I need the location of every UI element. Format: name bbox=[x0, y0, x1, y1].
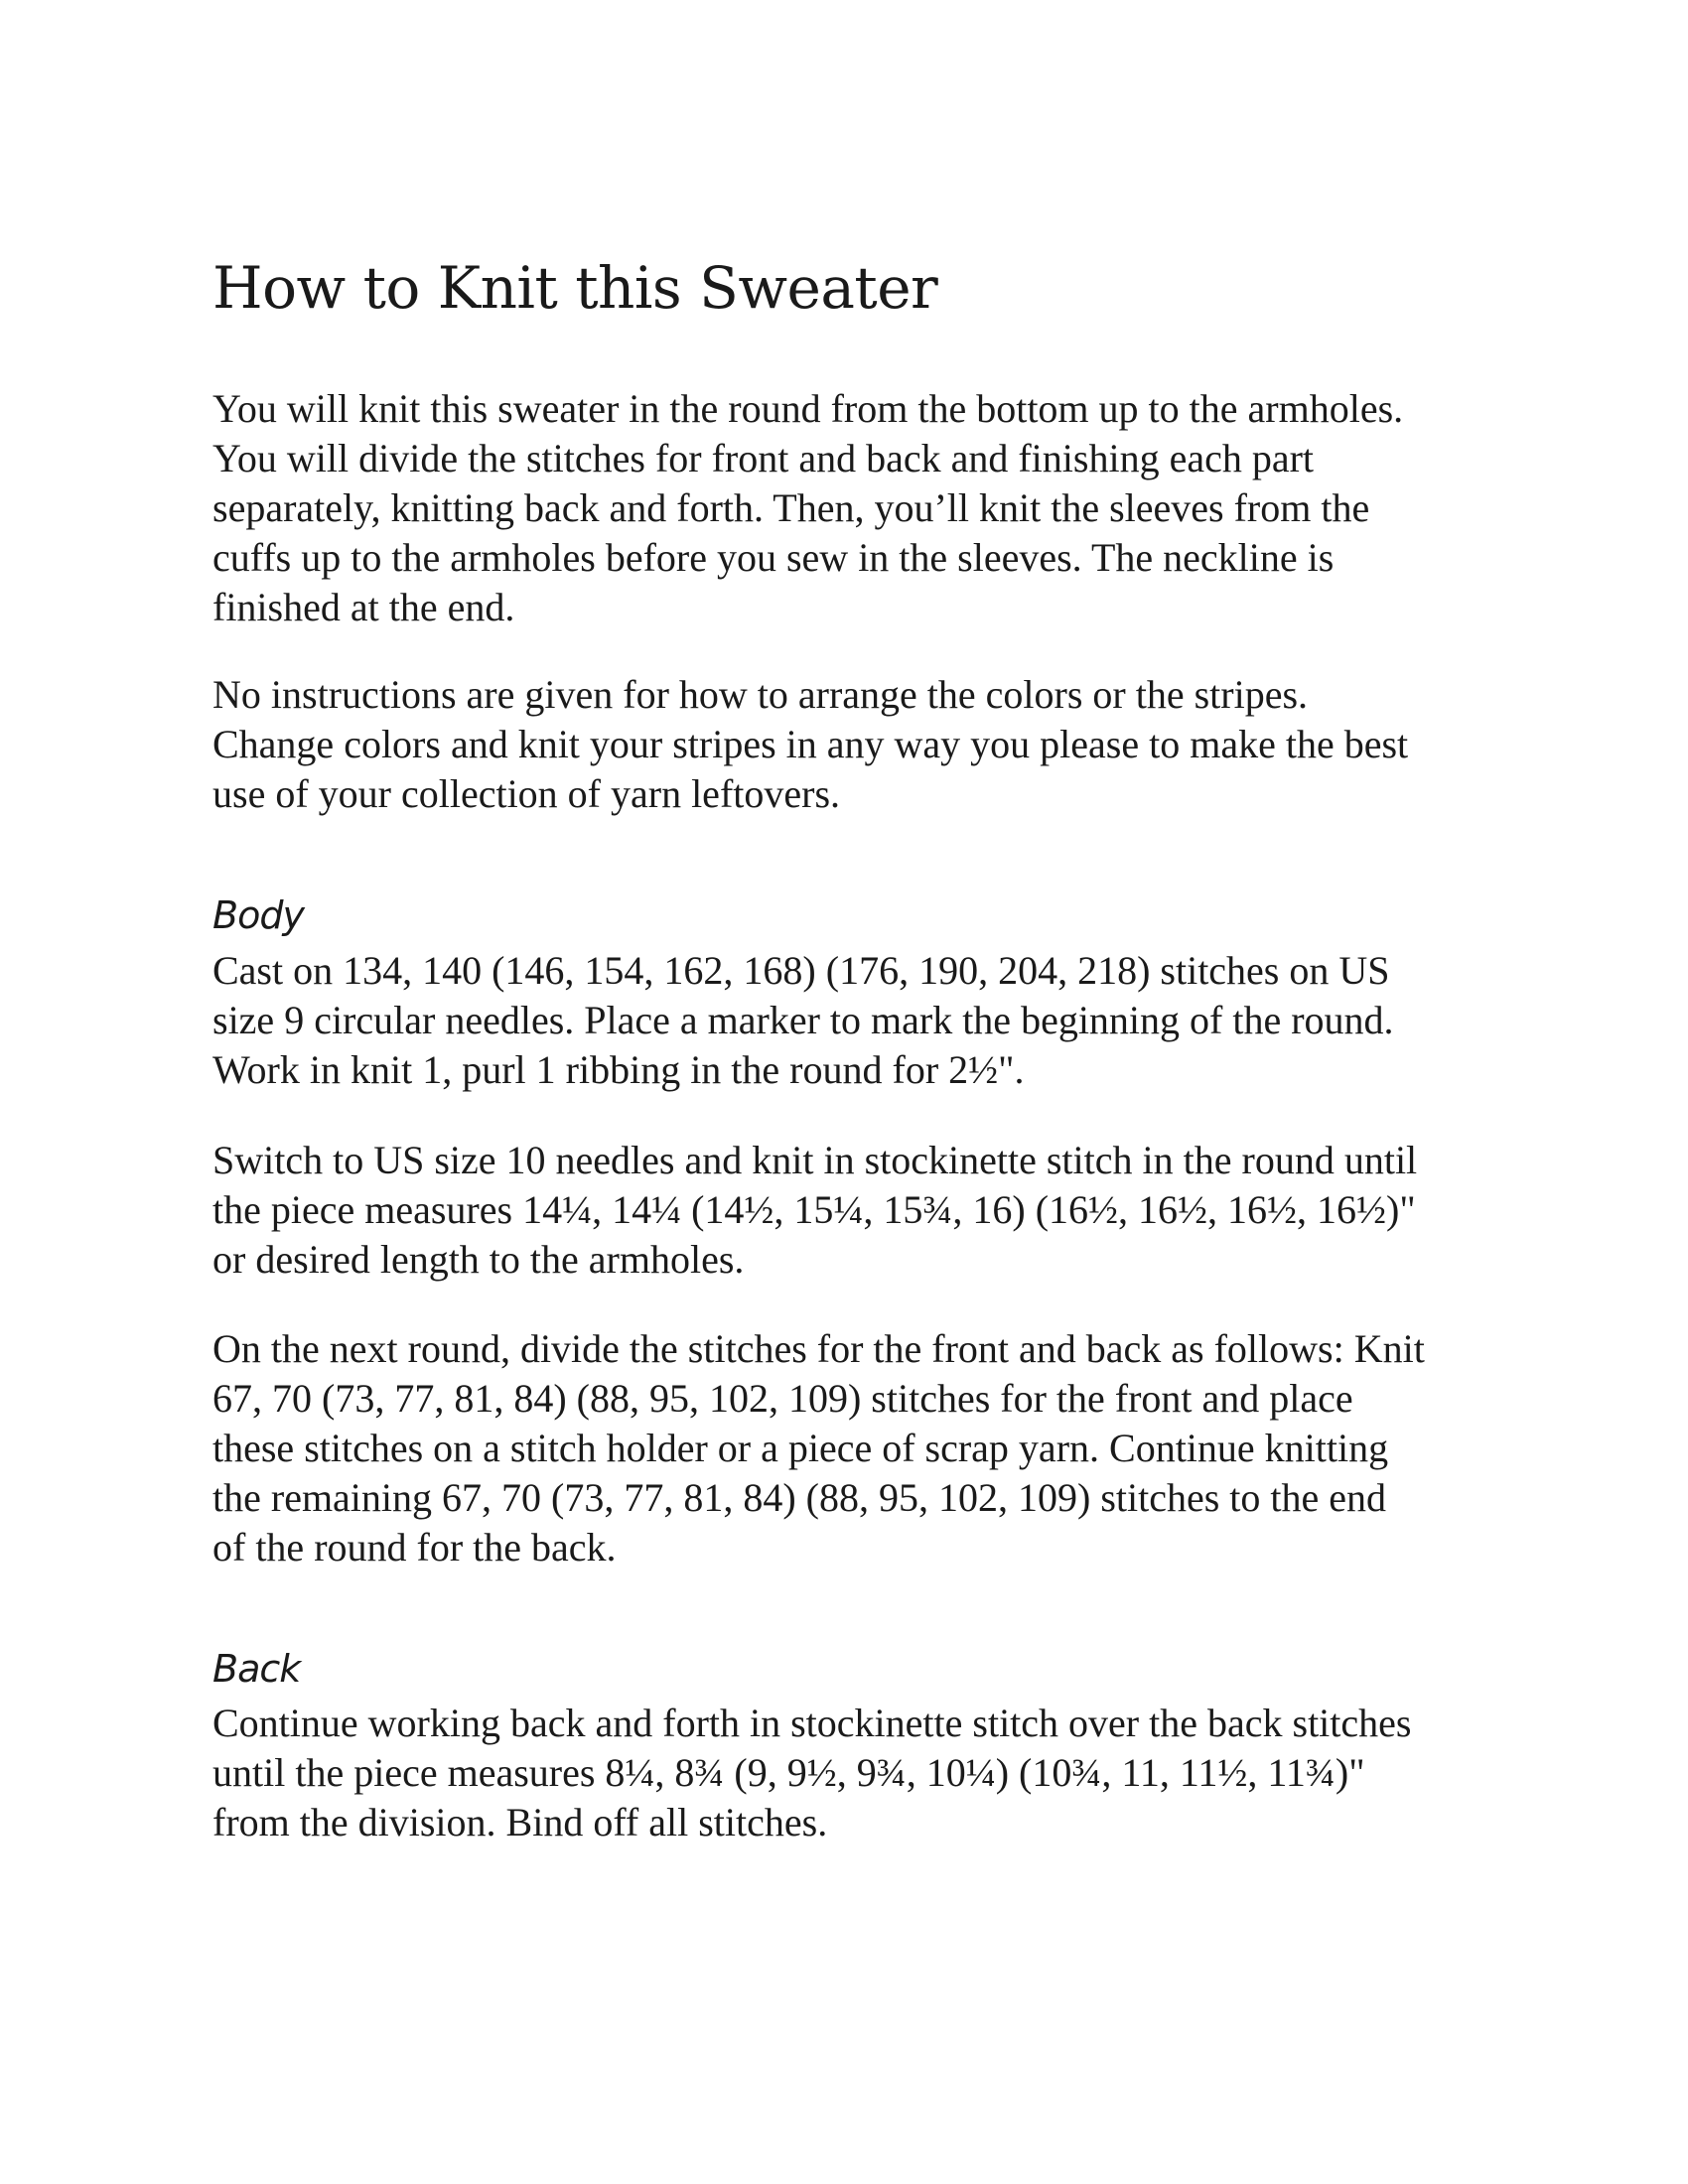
section-heading-back: Back bbox=[212, 1647, 301, 1691]
text-line: finished at the end. bbox=[212, 585, 515, 629]
text-line: the piece measures 14¼, 14¼ (14½, 15¼, 15¾, 16) (16½, 16½, 16½, 16½)" bbox=[212, 1187, 1416, 1232]
body-paragraph-1 bbox=[212, 946, 1493, 1095]
text-line: Change colors and knit your stripes in any way you please to make the best bbox=[212, 722, 1409, 766]
text-line: On the next round, divide the stitches for the front and back as follows: Knit bbox=[212, 1326, 1425, 1371]
intro-paragraph-2 bbox=[212, 670, 1493, 819]
text-line: the remaining 67, 70 (73, 77, 81, 84) (88, 95, 102, 109) stitches to the end bbox=[212, 1475, 1387, 1520]
body-paragraph-3 bbox=[212, 1324, 1493, 1572]
text-line: Continue working back and forth in stockinette stitch over the back stitches bbox=[212, 1701, 1412, 1745]
text-line: No instructions are given for how to arrange the colors or the stripes. bbox=[212, 672, 1309, 717]
text-line: these stitches on a stitch holder or a piece of scrap yarn. Continue knitting bbox=[212, 1426, 1389, 1470]
text-line: You will divide the stitches for front and back and finishing each part bbox=[212, 436, 1315, 480]
text-line: cuffs up to the armholes before you sew in the sleeves. The neckline is bbox=[212, 535, 1335, 580]
text-line: Switch to US size 10 needles and knit in stockinette stitch in the round until bbox=[212, 1138, 1418, 1182]
body-paragraph-2 bbox=[212, 1136, 1493, 1285]
section-heading-body: Body bbox=[212, 893, 304, 937]
text-line: Cast on 134, 140 (146, 154, 162, 168) (176, 190, 204, 218) stitches on US bbox=[212, 948, 1390, 993]
text-line: or desired length to the armholes. bbox=[212, 1237, 745, 1282]
text-line: use of your collection of yarn leftovers. bbox=[212, 771, 841, 816]
text-line: You will knit this sweater in the round from the bottom up to the armholes. bbox=[212, 386, 1404, 431]
back-paragraph-1 bbox=[212, 1699, 1493, 1847]
text-line: size 9 circular needles. Place a marker to mark the beginning of the round. bbox=[212, 998, 1394, 1042]
text-line: from the division. Bind off all stitches. bbox=[212, 1800, 828, 1844]
text-line: 67, 70 (73, 77, 81, 84) (88, 95, 102, 109) stitches for the front and place bbox=[212, 1376, 1353, 1421]
page-title: How to Knit this Sweater bbox=[212, 254, 938, 322]
text-line: Work in knit 1, purl 1 ribbing in the round for 2½". bbox=[212, 1047, 1025, 1092]
text-line: separately, knitting back and forth. Then, you’ll knit the sleeves from the bbox=[212, 485, 1370, 530]
text-line: of the round for the back. bbox=[212, 1525, 617, 1570]
intro-paragraph-1 bbox=[212, 384, 1493, 632]
text-line: until the piece measures 8¼, 8¾ (9, 9½, 9¾, 10¼) (10¾, 11, 11½, 11¾)" bbox=[212, 1750, 1365, 1795]
